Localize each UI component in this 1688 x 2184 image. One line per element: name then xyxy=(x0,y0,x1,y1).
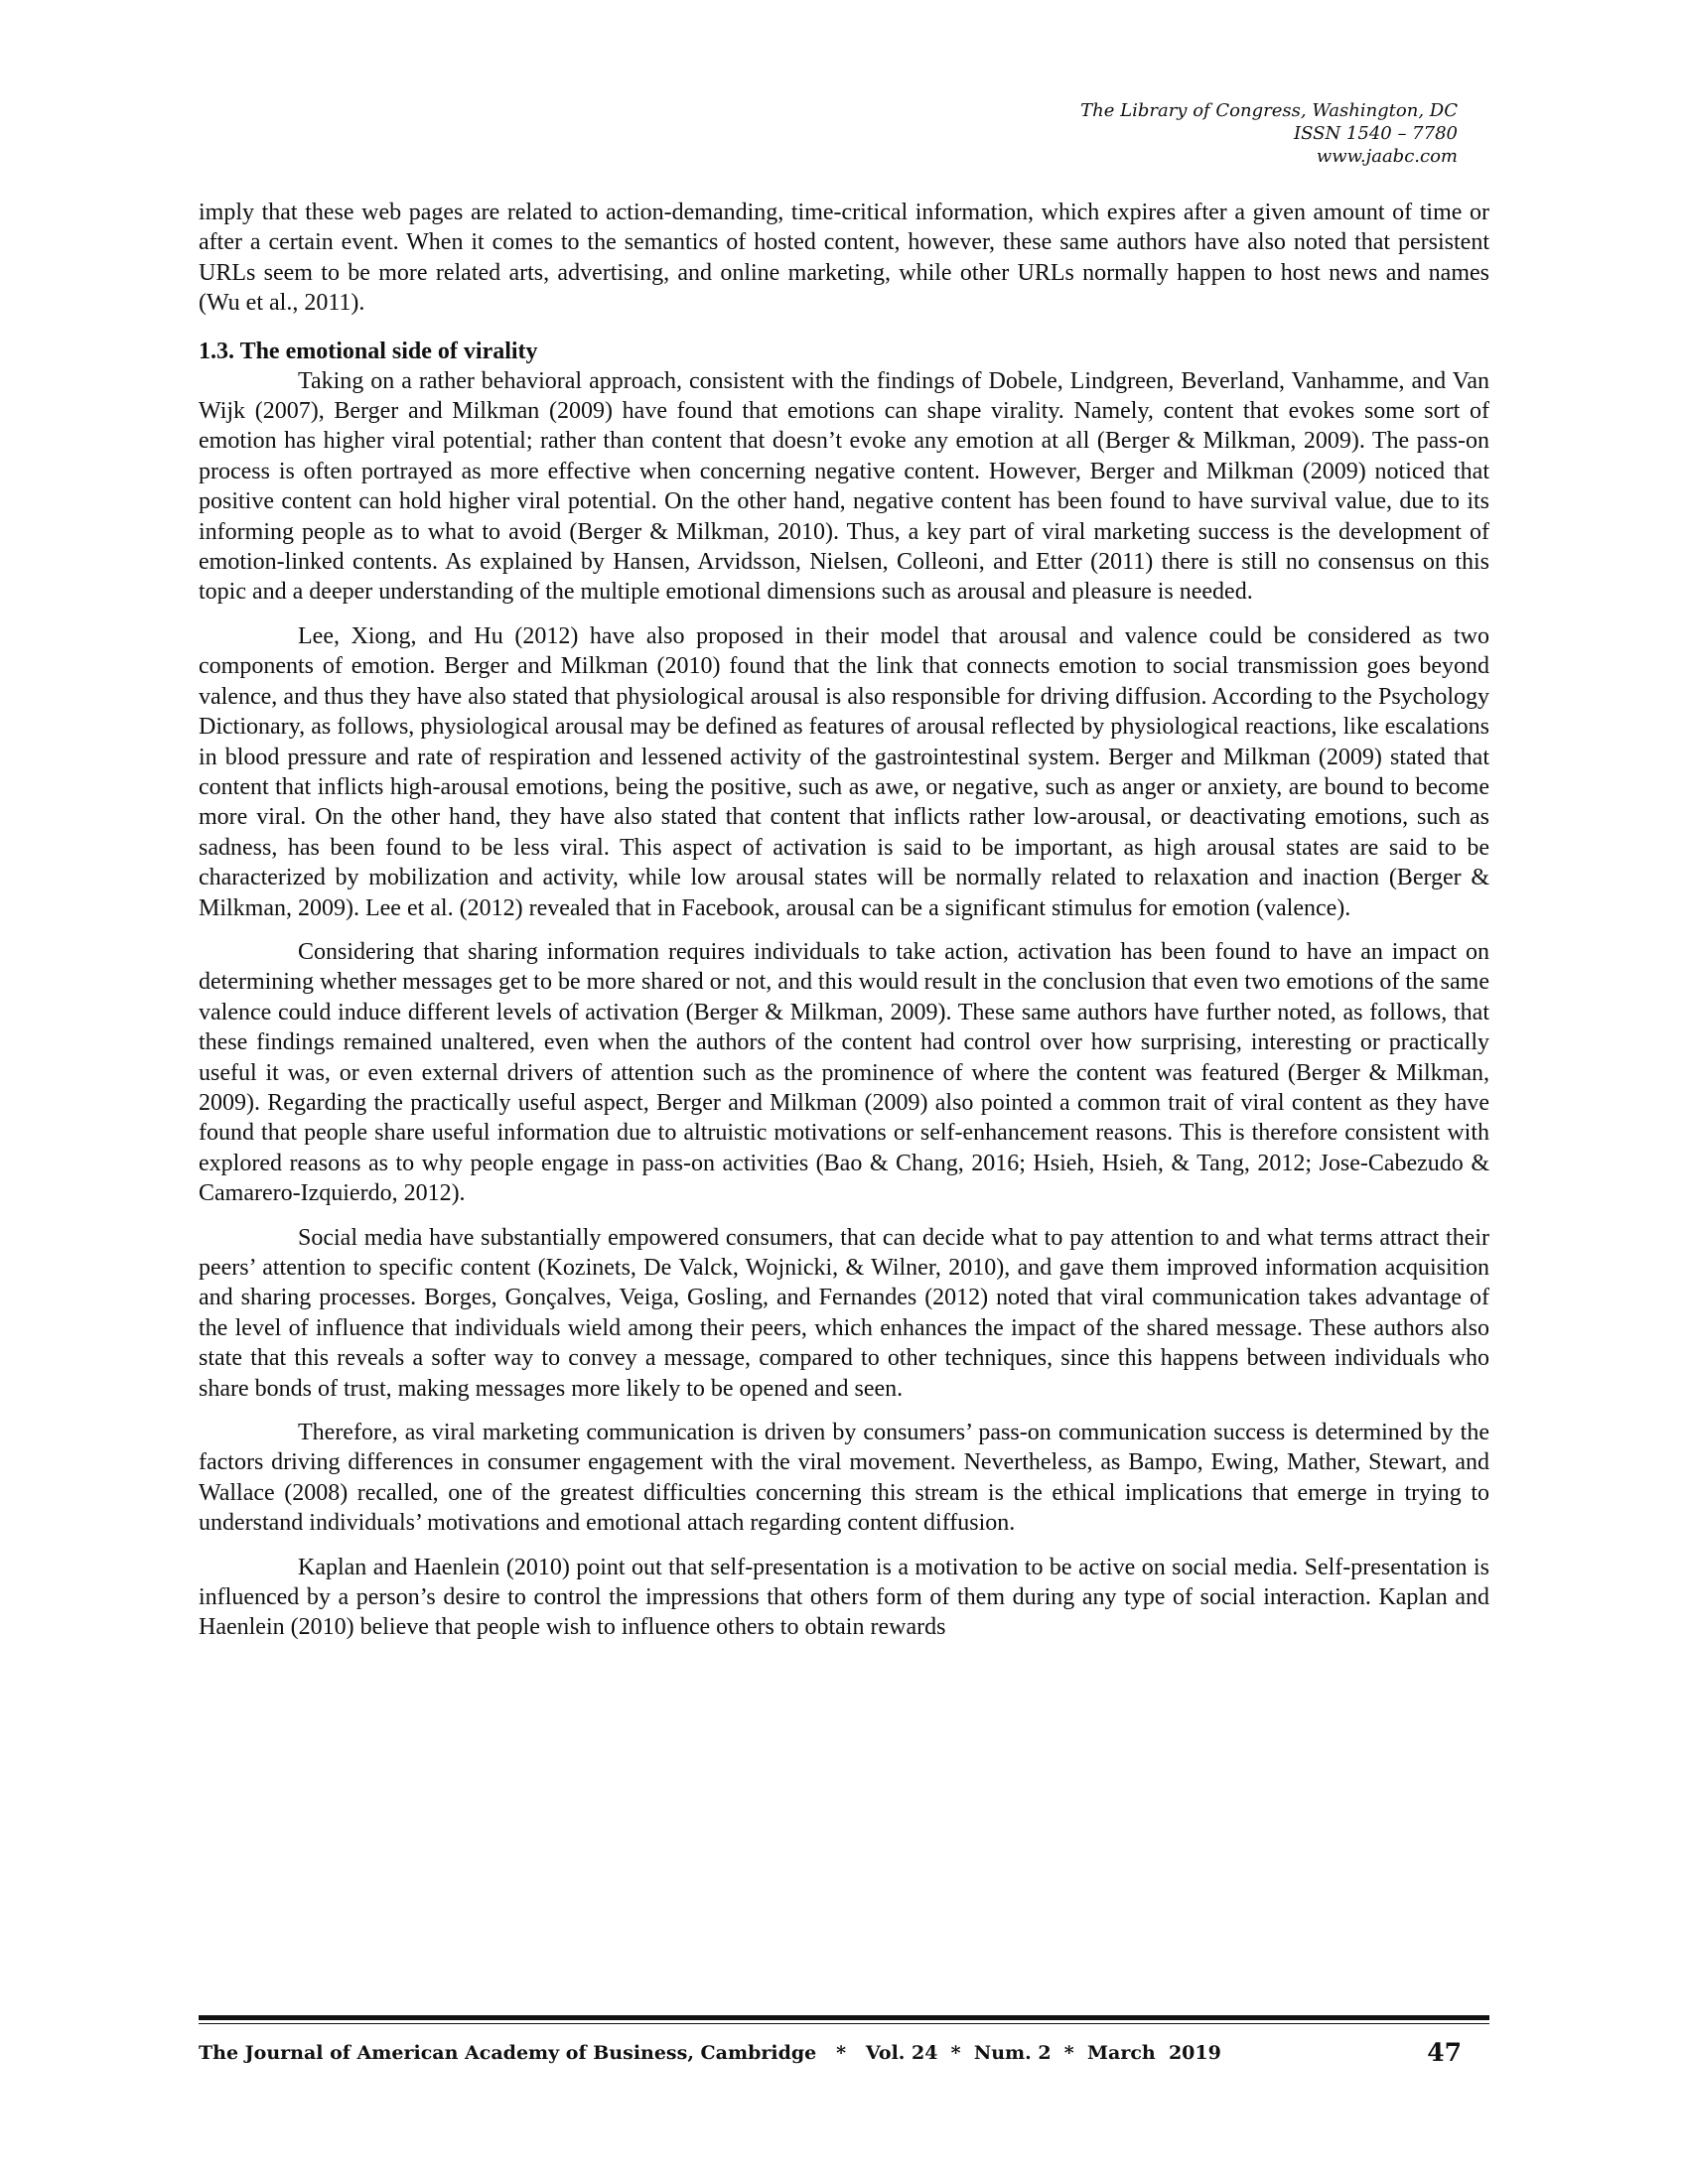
running-header xyxy=(862,99,1458,168)
header-library: The Library of Congress, Washington, DC xyxy=(1080,100,1458,121)
paragraph: Social media have substantially empowered consumers, that can decide what to pay attention to and what terms attract their peers’ attention to specific content (Kozinets, De Valck, Wojnicki, & Wilner, 2010), and gave them improved information acquisition and sharing processes. Borges, Gonçalves, Veiga, Gosling, and Fernandes (2012) noted that viral communication takes advantage of the level of influence that individuals wield among their peers, which enhances the impact of the shared message. These authors also state that this reveals a softer way to convey a message, compared to other techniques, since this happens between individuals who share bonds of trust, making messages more likely to be opened and seen. xyxy=(199,1224,1489,1402)
body-text xyxy=(199,198,1489,1643)
section-heading: 1.3. The emotional side of virality xyxy=(199,338,538,364)
footer-rule-thick xyxy=(199,2015,1489,2020)
header-issn: ISSN 1540 – 7780 xyxy=(1294,123,1458,144)
paragraph: Taking on a rather behavioral approach, consistent with the findings of Dobele, Lindgreen, Beverland, Vanhamme, and Van Wijk (2007), Berger and Milkman (2009) have found that emotions can shape virality. Namely, content that evokes some sort of emotion has higher viral potential; rather than content that doesn’t evoke any emotion at all (Berger & Milkman, 2009). The pass-on process is often portrayed as more effective when concerning negative content. However, Berger and Milkman (2009) noticed that positive content can hold higher viral potential. On the other hand, negative content has been found to have survival value, due to its informing people as to what to avoid (Berger & Milkman, 2010). Thus, a key part of viral marketing success is the development of emotion-linked contents. As explained by Hansen, Arvidsson, Nielsen, Colleoni, and Etter (2011) there is still no consensus on this topic and a deeper understanding of the multiple emotional dimensions such as arousal and pleasure is needed. xyxy=(199,367,1489,606)
paragraph-continuation: imply that these web pages are related to action-demanding, time-critical information, which expires after a given amount of time or after a certain event. When it comes to the semantics of hosted content, however, these same authors have also noted that persistent URLs seem to be more related arts, advertising, and online marketing, while other URLs normally happen to host news and names (Wu et al., 2011). xyxy=(199,200,1489,317)
paragraph: Considering that sharing information requires individuals to take action, activation has been found to have an impact on determining whether messages get to be more shared or not, and this would result in the conclusion that even two emotions of the same valence could induce different levels of activation (Berger & Milkman, 2009). These same authors have further noted, as follows, that these findings remained unaltered, even when the authors of the content had control over how surprising, interesting or practically useful it was, or even external drivers of attention such as the prominence of where the content was featured (Berger & Milkman, 2009). Regarding the practically useful aspect, Berger and Milkman (2009) also pointed a common trait of viral content as they have found that people share useful information due to altruistic motivations or self-enhancement reasons. This is therefore consistent with explored reasons as to why people engage in pass-on activities (Bao & Chang, 2016; Hsieh, Hsieh, & Tang, 2012; Jose-Cabezudo & Camarero-Izquierdo, 2012). xyxy=(199,938,1489,1207)
paragraph: Lee, Xiong, and Hu (2012) have also proposed in their model that arousal and valence could be considered as two components of emotion. Berger and Milkman (2010) found that the link that connects emotion to social transmission goes beyond valence, and thus they have also stated that physiological arousal is also responsible for driving diffusion. According to the Psychology Dictionary, as follows, physiological arousal may be defined as features of arousal reflected by physiological reactions, like escalations in blood pressure and rate of respiration and lessened activity of the gastrointestinal system. Berger and Milkman (2009) stated that content that inflicts high-arousal emotions, being the positive, such as awe, or negative, such as anger or anxiety, are bound to become more viral. On the other hand, they have also stated that content that inflicts rather low-arousal, or deactivating emotions, such as sadness, has been found to be less viral. This aspect of activation is said to be important, as high arousal states are said to be characterized by mobilization and activity, while low arousal states will be normally related to relaxation and inaction (Berger & Milkman, 2009). Lee et al. (2012) revealed that in Facebook, arousal can be a significant stimulus for emotion (valence). xyxy=(199,622,1489,921)
page-number: 47 xyxy=(1427,2038,1462,2067)
header-website: www.jaabc.com xyxy=(1316,146,1458,167)
footer-journal-citation: The Journal of American Academy of Business, Cambridge * Vol. 24 * Num. 2 * March 2019 xyxy=(199,2042,1221,2064)
paragraph: Kaplan and Haenlein (2010) point out that self-presentation is a motivation to be active on social media. Self-presentation is influenced by a person’s desire to control the impressions that others form of them during any type of social interaction. Kaplan and Haenlein (2010) believe that people wish to influence others to obtain rewards xyxy=(199,1554,1489,1641)
paragraph: Therefore, as viral marketing communication is driven by consumers’ pass-on communication success is determined by the factors driving differences in consumer engagement with the viral movement. Nevertheless, as Bampo, Ewing, Mather, Stewart, and Wallace (2008) recalled, one of the greatest difficulties concerning this stream is the ethical implications that emerge in trying to understand individuals’ motivations and emotional attach regarding content diffusion. xyxy=(199,1420,1489,1537)
footer-rule-thin xyxy=(199,2023,1489,2024)
running-footer xyxy=(199,2036,1489,2070)
